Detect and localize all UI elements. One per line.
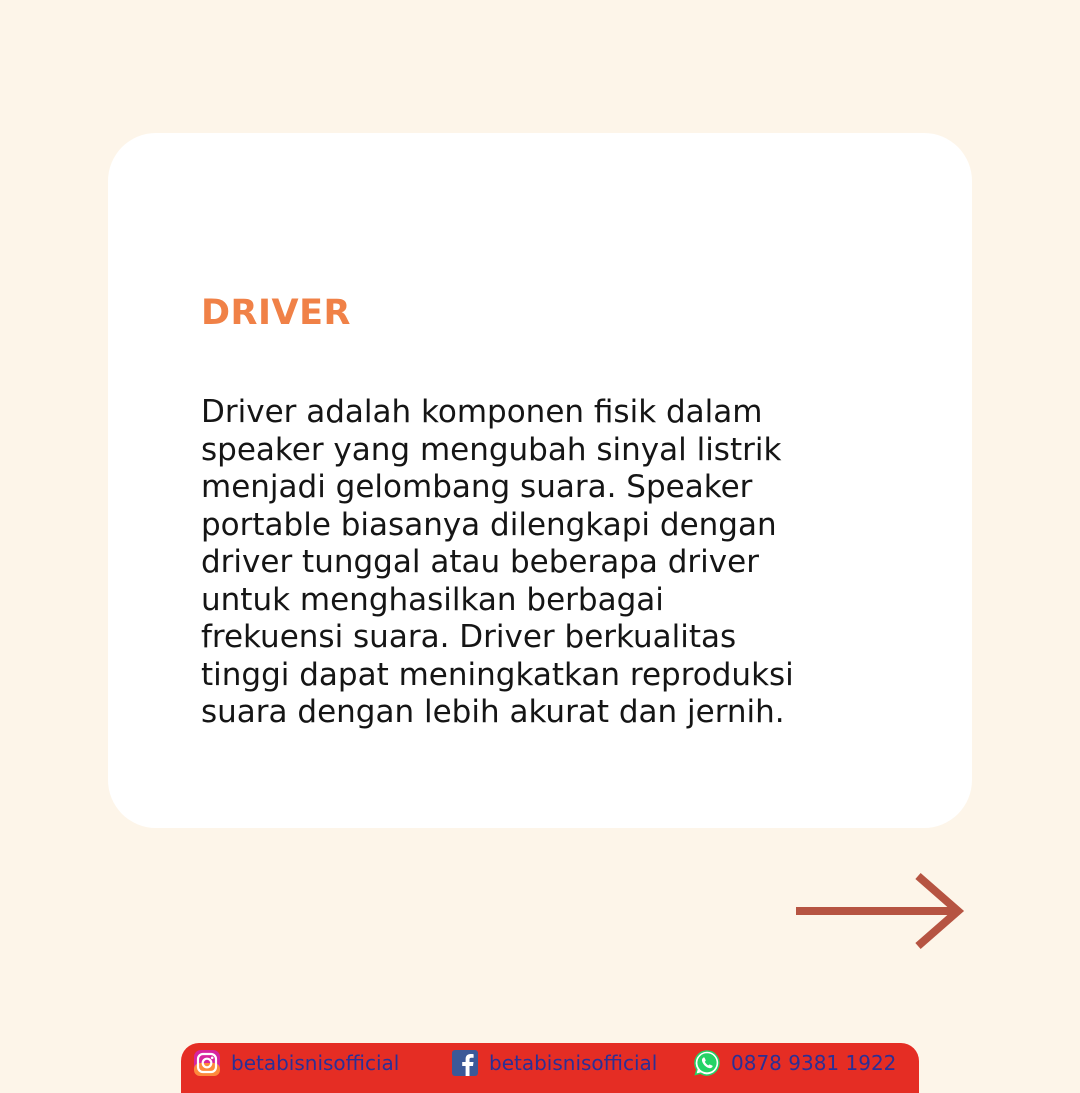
instagram-icon xyxy=(193,1049,221,1077)
instagram-handle: betabisnisofficial xyxy=(231,1051,400,1075)
body-line: driver tunggal atau beberapa driver xyxy=(201,544,759,580)
body-line: portable biasanya dilengkapi dengan xyxy=(201,506,777,543)
right-arrow-icon xyxy=(792,872,968,952)
body-line: suara dengan lebih akurat dan jernih. xyxy=(201,694,785,730)
whatsapp-number: 0878 9381 1922 xyxy=(731,1051,897,1075)
body-line: Driver adalah komponen fisik dalam xyxy=(201,394,763,430)
whatsapp-link[interactable] xyxy=(693,1048,896,1078)
content-card xyxy=(108,133,972,828)
card-title: DRIVER xyxy=(201,293,351,333)
body-line: untuk menghasilkan berbagai xyxy=(201,581,664,618)
body-line: tinggi dapat meningkatkan reproduksi xyxy=(201,656,794,693)
body-line: frekuensi suara. Driver berkualitas xyxy=(201,619,737,655)
instagram-link[interactable] xyxy=(193,1048,399,1078)
facebook-icon xyxy=(451,1049,479,1077)
facebook-handle: betabisnisofficial xyxy=(489,1051,658,1075)
social-footer-bar xyxy=(181,1043,919,1093)
whatsapp-icon xyxy=(693,1049,721,1077)
next-slide-button[interactable] xyxy=(792,872,968,952)
facebook-link[interactable] xyxy=(451,1048,657,1078)
card-body-text xyxy=(201,394,901,732)
body-line: speaker yang mengubah sinyal listrik xyxy=(201,431,782,468)
body-line: menjadi gelombang suara. Speaker xyxy=(201,469,753,505)
